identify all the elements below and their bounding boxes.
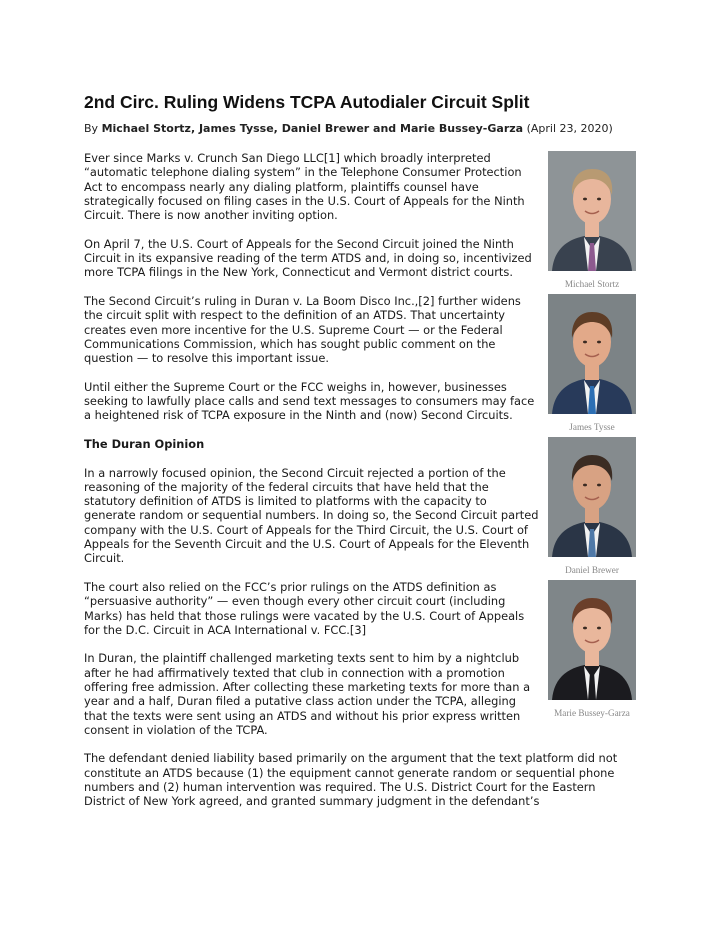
section-heading: The Duran Opinion [84,436,205,451]
author-photo [548,151,636,271]
photo-eye [597,341,601,344]
photo-caption: Michael Stortz [564,279,620,289]
paragraph: In Duran, the plaintiff challenged marketing texts sent to him by a nightclub after he had affirmatively texted that club in connection with a promotion offering free admission. After collecting these marketing texts for more than a year and a half, Duran filed a putative class action under the TCPA, alleging that the texts were sent using an ATDS and without his prior express written consent in violation of the TCPA. [84,651,531,737]
photo-eye [597,198,601,201]
photo-eye [583,198,587,201]
photo-caption: Marie Bussey-Garza [554,708,630,718]
author-figure [546,437,638,580]
paragraph: In a narrowly focused opinion, the Second Circuit rejected a portion of the reasoning of the majority of the federal circuits that have held that the statutory definition of ATDS is limited to platforms with the capacity to generate random or sequential numbers. In doing so, the Second Circuit parted company with the U.S. Court of Appeals for the Third Circuit, the U.S. Court of Appeals for the Seventh Circuit and the U.S. Court of Appeals for the Eleventh Circuit. [84,465,539,566]
author-figure [546,294,638,437]
paragraph: On April 7, the U.S. Court of Appeals for the Second Circuit joined the Ninth Circuit in its expansive reading of the term ATDS and, in doing so, incentivized more TCPA filings in the New York, Connecticut and Vermont district courts. [84,236,532,280]
photo-caption: James Tysse [569,422,615,432]
byline-prefix: By [84,122,99,135]
paragraph: Until either the Supreme Court or the FCC weighs in, however, businesses seeking to lawfully place calls and send text messages to consumers may face a heightened risk of TCPA exposure in the Ninth and (now) Second Circuits. [84,379,535,423]
author-photo [548,437,636,557]
paragraph: The defendant denied liability based primarily on the argument that the text platform did not constitute an ATDS because (1) the equipment cannot generate random or sequential phone numbers and (2) human intervention was required. The U.S. District Court for the Eastern District of New York agreed, and granted summary judgment in the defendant’s [84,751,618,809]
photo-caption: Daniel Brewer [565,565,619,575]
article-title: 2nd Circ. Ruling Widens TCPA Autodialer Circuit Split [84,92,530,112]
author-figure [546,151,638,294]
photo-eye [597,627,601,630]
photo-eye [583,627,587,630]
author-photo [548,294,636,414]
photo-eye [583,484,587,487]
byline [84,122,613,135]
byline-date: (April 23, 2020) [526,122,613,135]
author-figure [546,580,638,723]
author-photos [546,151,638,723]
byline-authors: Michael Stortz, James Tysse, Daniel Brewer and Marie Bussey-Garza [101,122,524,135]
photo-eye [597,484,601,487]
paragraph: The court also relied on the FCC’s prior rulings on the ATDS definition as “persuasive authority” — even though every other circuit court (including Marks) has held that those rulings were vacated by the U.S. Court of Appeals for the D.C. Circuit in ACA International v. FCC.[3] [84,579,525,637]
author-photo [548,580,636,700]
article-body [84,151,636,823]
paragraph: The Second Circuit’s ruling in Duran v. La Boom Disco Inc.,[2] further widens the circuit split with respect to the definition of an ATDS. That uncertainty creates even more incentive for the U.S. Supreme Court — or the Federal Communications Commission, which has sought public comment on the question — to resolve this important issue. [84,293,521,366]
photo-eye [583,341,587,344]
paragraph: Ever since Marks v. Crunch San Diego LLC[1] which broadly interpreted “automatic telephone dialing system” in the Telephone Consumer Protection Act to encompass nearly any dialing platform, plaintiffs counsel have strategically focused on filing cases in the U.S. Court of Appeals for the Ninth Circuit. There is now another inviting option. [84,151,525,223]
